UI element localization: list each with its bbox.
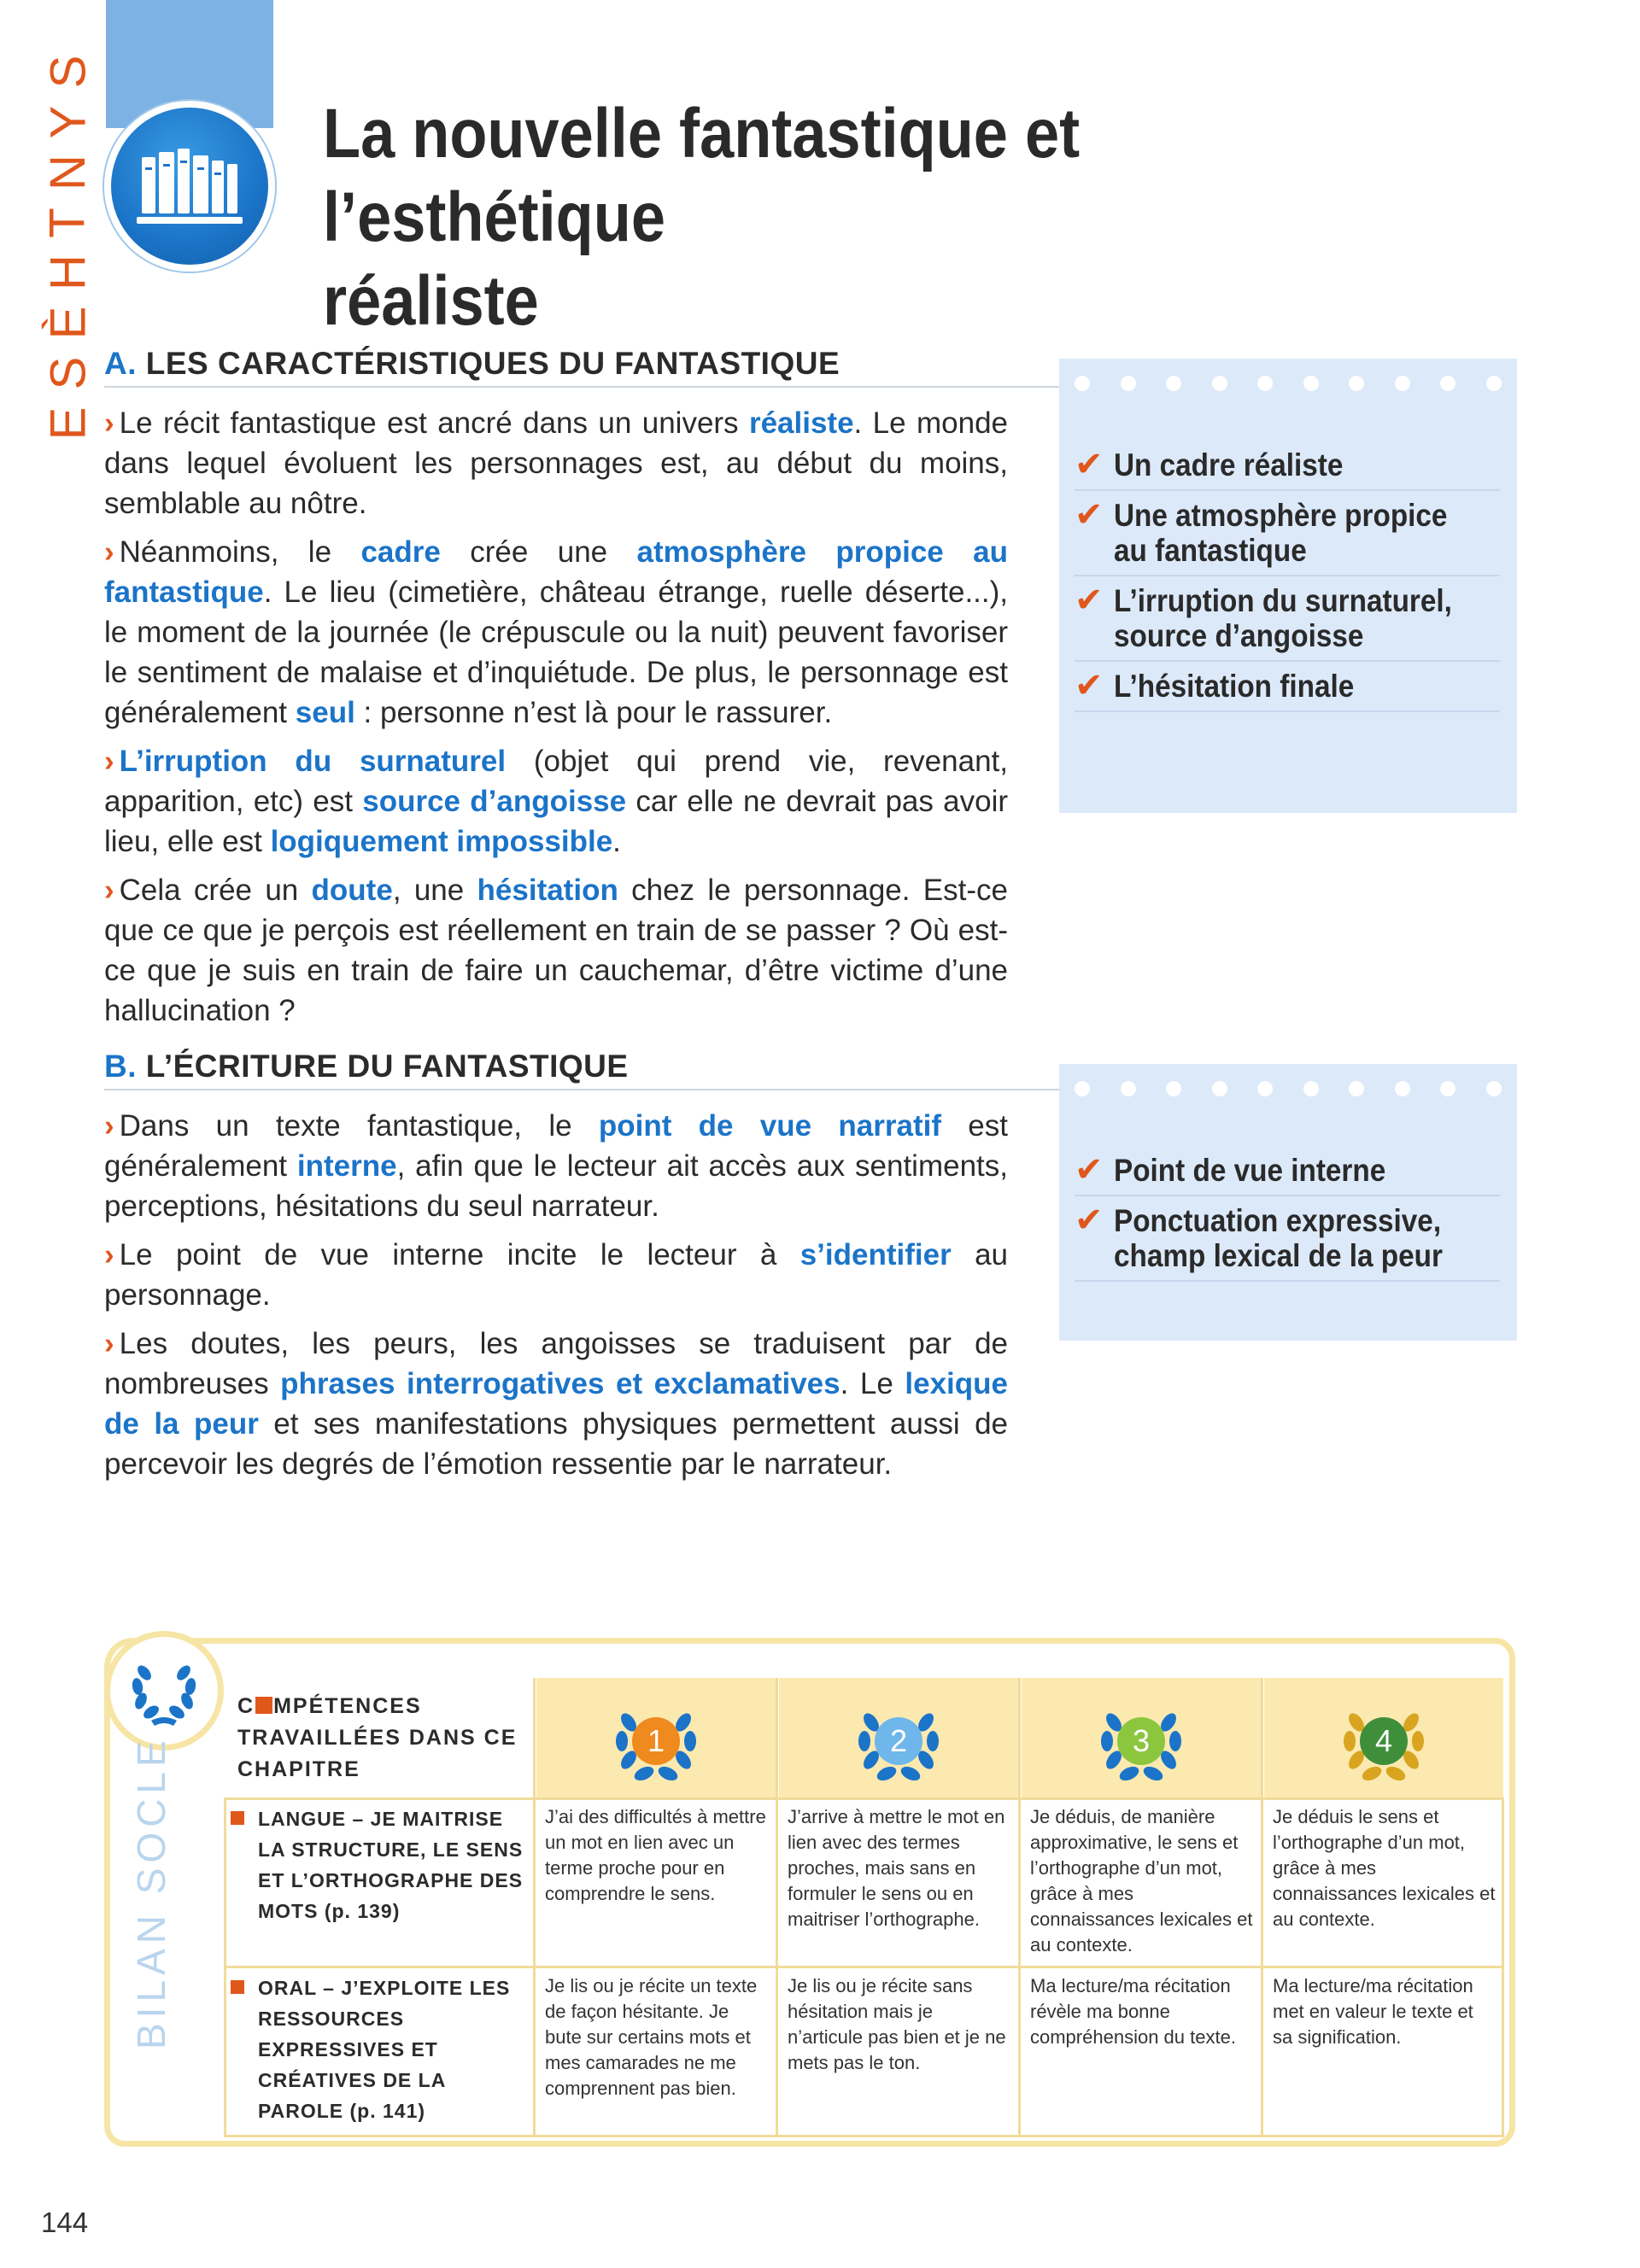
chevron-icon: › — [104, 406, 114, 440]
synthese-side-label — [39, 47, 96, 448]
text-run: : personne n’est là pour le rassurer. — [354, 696, 833, 729]
text-run: Néanmoins, le — [119, 535, 361, 569]
section-a-rule — [104, 386, 1061, 388]
level-cell: Je déduis le sens et l’orthographe d’un mot, grâce à mes connaissances lexicales et au contexte. — [1273, 1806, 1496, 1930]
text-run: Dans un texte fantastique, le — [119, 1109, 599, 1143]
section-a-title: LES CARACTÉRISTIQUES DU FANTASTIQUE — [145, 346, 840, 381]
level-3-badge — [1097, 1697, 1186, 1786]
competences-heading-rest: MPÉTENCES TRAVAILLÉES DANS CE CHAPITRE — [237, 1694, 518, 1781]
text-run: Le point de vue interne incite le lecteur à — [119, 1238, 800, 1271]
keyword: point de vue narratif — [598, 1109, 942, 1143]
level-4-badge — [1339, 1697, 1428, 1786]
side-letter: S — [40, 356, 96, 390]
text-run: au personnage. — [104, 1238, 1009, 1312]
checkmark-icon: ✔ — [1075, 446, 1104, 483]
keyword: phrases interrogatives et exclamatives — [280, 1367, 840, 1400]
keyword: cadre — [360, 535, 441, 569]
side-letter: N — [39, 154, 96, 190]
keyword: logiquement impossible — [270, 825, 613, 858]
laurel-icon — [126, 1652, 202, 1729]
orange-square — [255, 1697, 272, 1714]
text-run: , afin que le lecteur ait accès aux sentiments, perceptions, hésitations du seul narrateur. — [104, 1149, 1008, 1223]
table-rule — [224, 1966, 1503, 1968]
note-item — [1075, 1196, 1500, 1282]
side-letter: È — [40, 306, 96, 340]
section-b-note-card — [1059, 1064, 1517, 1341]
text-run: Le récit fantastique est ancré dans un univers — [119, 406, 749, 440]
section-b-title: L’ÉCRITURE DU FANTASTIQUE — [145, 1049, 629, 1084]
text-run: (objet qui prend vie, revenant, apparition, etc) est — [104, 745, 1008, 818]
level-cell: Je lis ou je récite sans hésitation mais je n’articule pas bien et je ne mets pas le ton. — [788, 1975, 1006, 2073]
text-run: crée une — [440, 535, 637, 569]
table-rule — [224, 1797, 1503, 1800]
side-letter: S — [40, 55, 96, 89]
section-b-note-list — [1059, 1146, 1517, 1282]
level-cell: J’ai des difficultés à mettre un mot en lien avec un terme proche pour en comprendre le sens. — [545, 1806, 766, 1904]
level-cell: Ma lecture/ma récitation met en valeur le texte et sa signification. — [1273, 1975, 1473, 2048]
chevron-icon: › — [104, 874, 114, 907]
paragraph — [104, 1106, 1008, 1226]
page-number: 144 — [41, 2207, 89, 2238]
table-rule — [533, 1678, 536, 2137]
side-letter: T — [40, 207, 96, 238]
level-cell: Ma lecture/ma récitation révèle ma bonne compréhension du texte. — [1030, 1975, 1236, 2048]
keyword: L’irruption du surnaturel — [119, 745, 507, 778]
note-holes — [1059, 1064, 1517, 1096]
competences-heading-start: C — [237, 1694, 255, 1718]
table-rule — [1018, 1678, 1021, 2137]
text-run: . Le — [840, 1367, 905, 1400]
level-number: 3 — [1132, 1723, 1151, 1758]
table-rule — [224, 1797, 226, 2137]
section-b-body — [104, 1106, 1008, 1493]
note-item-text: Une atmosphère propice au fantastique — [1114, 498, 1448, 568]
level-number: 2 — [889, 1723, 908, 1758]
note-item-text: L’irruption du surnaturel, source d’angoisse — [1114, 583, 1452, 653]
section-a-heading — [104, 346, 840, 382]
level-cell: J’arrive à mettre le mot en lien avec des termes proches, mais sans en formuler le sens ou en maitriser l’orthographe. — [788, 1806, 1005, 1930]
note-item-text: L’hésitation finale — [1114, 669, 1355, 704]
keyword: s’identifier — [800, 1238, 952, 1271]
level-3-header — [1022, 1678, 1261, 1797]
paragraph — [104, 1235, 1008, 1315]
keyword: interne — [296, 1149, 397, 1183]
text-run: et ses manifestations physiques permettent aussi de percevoir les degrés de l’émotion ressentie par le narrateur. — [104, 1407, 1008, 1481]
books-icon — [111, 108, 268, 265]
level-number: 1 — [647, 1723, 665, 1758]
side-letter: Y — [40, 105, 96, 139]
level-1-header — [536, 1678, 776, 1797]
competence-row-label — [248, 1803, 530, 1926]
checkmark-icon: ✔ — [1075, 667, 1104, 704]
table-rule — [224, 2135, 1503, 2137]
checkmark-icon: ✔ — [1075, 1151, 1104, 1189]
competences-heading — [237, 1691, 519, 1786]
keyword: réaliste — [748, 406, 854, 440]
keyword: atmosphère propice au fantastique — [104, 535, 1008, 609]
chevron-icon: › — [104, 745, 114, 778]
level-4-header — [1264, 1678, 1503, 1797]
checkmark-icon: ✔ — [1075, 582, 1104, 619]
note-item — [1075, 491, 1500, 576]
text-run: Les doutes, les peurs, les angoisses se traduisent par de nombreuses — [104, 1327, 1008, 1400]
level-cell: Je lis ou je récite un texte de façon hésitante. Je bute sur certains mots et mes camarades ne me comprennent pas bien. — [545, 1975, 758, 2099]
text-run: est généralement — [104, 1109, 1009, 1183]
table-rule — [1502, 1797, 1504, 2137]
paragraph — [104, 1324, 1008, 1484]
competence-row-text: ORAL – J’EXPLOITE LES RESSOURCES EXPRESSIVES ET CRÉATIVES DE LA PAROLE (p. 141) — [258, 1977, 511, 2122]
section-a-note-card — [1059, 359, 1517, 813]
level-number: 4 — [1374, 1723, 1393, 1758]
note-item — [1075, 576, 1500, 662]
keyword: seul — [295, 696, 355, 729]
section-b-rule — [104, 1089, 1061, 1090]
competence-row-text: LANGUE – JE MAITRISE LA STRUCTURE, LE SENS ET L’ORTHOGRAPHE DES MOTS (p. 139) — [258, 1808, 524, 1922]
chevron-icon: › — [104, 1109, 114, 1143]
orange-square — [231, 1980, 244, 1994]
keyword: doute — [311, 874, 393, 907]
side-letter: H — [39, 254, 96, 291]
note-item-text: Ponctuation expressive, champ lexical de la peur — [1114, 1203, 1443, 1273]
note-item-text: Point de vue interne — [1114, 1153, 1386, 1188]
chevron-icon: › — [104, 1238, 114, 1271]
level-1-badge — [612, 1697, 700, 1786]
section-a-letter: A. — [104, 346, 137, 381]
table-rule — [1261, 1678, 1263, 2137]
text-run: . Le lieu (cimetière, château étrange, ruelle déserte...), le moment de la journée (le crépuscule ou la nuit) peuvent favoriser le sentiment de malaise et d’inquiétude. De plus, le personnage est généralement — [104, 576, 1008, 729]
table-rule — [776, 1678, 778, 2137]
note-item — [1075, 662, 1500, 712]
keyword: lexique de la peur — [104, 1367, 1009, 1441]
paragraph — [104, 403, 1008, 523]
section-a-note-list — [1059, 441, 1517, 712]
text-run: , une — [392, 874, 477, 907]
title-line-2: réaliste — [323, 262, 539, 340]
note-holes — [1059, 359, 1517, 391]
bilan-laurel-circle — [104, 1631, 224, 1751]
keyword: source d’angoisse — [362, 785, 627, 818]
paragraph — [104, 870, 1008, 1031]
text-run: . — [612, 825, 621, 858]
bilan-socle-label: BILAN SOCLE — [129, 1735, 173, 2049]
text-run: car elle ne devrait pas avoir lieu, elle est — [104, 785, 1009, 858]
books-logo — [104, 101, 275, 272]
chevron-icon: › — [104, 535, 114, 569]
orange-square — [231, 1811, 244, 1825]
page-title — [323, 92, 1375, 343]
text-run: Cela crée un — [119, 874, 312, 907]
side-letter: E — [40, 406, 96, 441]
note-item — [1075, 1146, 1500, 1196]
paragraph — [104, 532, 1008, 733]
section-b-heading — [104, 1049, 629, 1084]
keyword: hésitation — [477, 874, 618, 907]
checkmark-icon: ✔ — [1075, 496, 1104, 534]
note-item-text: Un cadre réaliste — [1114, 447, 1344, 482]
paragraph — [104, 741, 1008, 862]
text-run: chez le personnage. Est-ce que ce que je perçois est réellement en train de se passer ? Où est-ce que je suis en train de faire un cauchemar, d’être victime d’une hallucination ? — [104, 874, 1008, 1027]
level-cell: Je déduis, de manière approximative, le sens et l’orthographe d’un mot, grâce à mes connaissances lexicales et au contexte. — [1030, 1806, 1253, 1955]
checkmark-icon: ✔ — [1075, 1201, 1104, 1239]
competence-row-label — [248, 1973, 530, 2126]
note-item — [1075, 441, 1500, 491]
section-a-body — [104, 403, 1008, 1039]
section-b-letter: B. — [104, 1049, 137, 1084]
text-run: . Le monde dans lequel évoluent les personnages est, au début du moins, semblable au nôtre. — [104, 406, 1008, 520]
title-line-1: La nouvelle fantastique et l’esthétique — [323, 95, 1081, 256]
level-2-badge — [854, 1697, 943, 1786]
chevron-icon: › — [104, 1327, 114, 1360]
level-2-header — [779, 1678, 1018, 1797]
